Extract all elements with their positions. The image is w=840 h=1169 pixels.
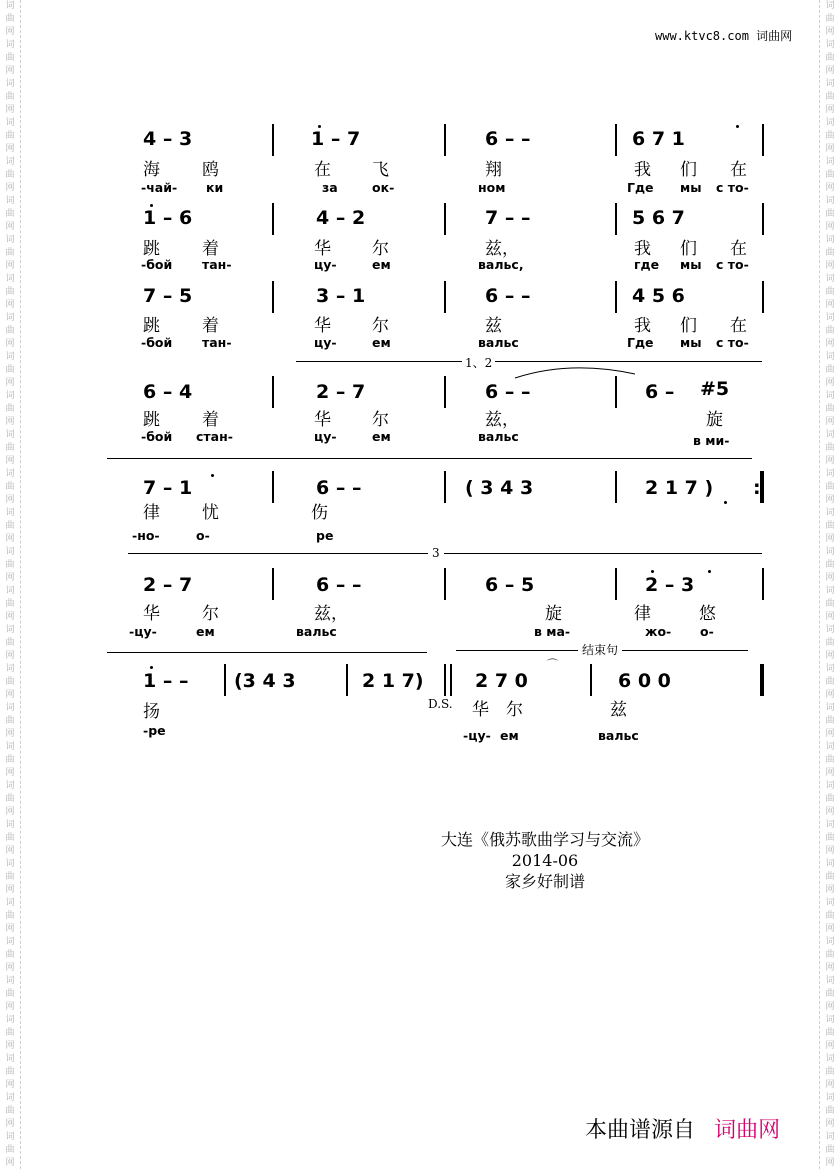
lyric-ru: вальс xyxy=(478,429,519,444)
measure: 2 1 7) xyxy=(362,670,424,692)
barline xyxy=(272,471,274,503)
barline xyxy=(762,124,764,156)
octave-dot xyxy=(318,125,321,128)
lyric-cn: 兹 xyxy=(610,700,627,720)
lyric-cn: 律 xyxy=(634,604,651,624)
site-label: 词曲网 xyxy=(756,29,793,43)
measure: 7 – 5 xyxy=(143,285,193,307)
lyric-cn: 兹， xyxy=(314,604,348,624)
lyric-ru: цу- xyxy=(314,429,337,444)
footer xyxy=(585,1113,780,1144)
site-url[interactable]: www.ktvc8.com xyxy=(655,29,749,43)
measure: 6 – – xyxy=(316,477,362,499)
measure: 6 – 4 xyxy=(143,381,193,403)
lyric-ru: мы xyxy=(680,180,702,195)
lyric-ru: ем xyxy=(372,257,391,272)
measure: 6 – – xyxy=(485,381,531,403)
barline xyxy=(444,664,446,696)
final-barline xyxy=(760,664,764,696)
lyric-ru: в ма- xyxy=(534,624,571,639)
staff-line xyxy=(107,652,427,653)
credit-date: 2014-06 xyxy=(511,851,579,870)
barline xyxy=(272,568,274,600)
watermark-left: 词曲网词曲网词曲网词曲网词曲网词曲网词曲网词曲网词曲网词曲网词曲网词曲网词曲网词曲网词曲网词曲网词曲网词曲网词曲网词曲网词曲网词曲网词曲网词曲网词曲网词曲网词曲网词曲网词曲网词曲网 xyxy=(5,1,15,1168)
barline xyxy=(444,281,446,313)
barline xyxy=(590,664,592,696)
barline xyxy=(444,376,446,408)
lyric-ru: Где xyxy=(627,180,654,195)
lyric-cn: 在 xyxy=(730,316,747,336)
barline xyxy=(444,471,446,503)
left-border xyxy=(20,0,21,1169)
volta-label: 3 xyxy=(428,546,444,560)
lyric-cn: 华 xyxy=(314,316,331,336)
barline xyxy=(272,376,274,408)
header-site[interactable] xyxy=(655,27,792,44)
octave-dot-low xyxy=(724,501,727,504)
barline xyxy=(346,664,348,696)
lyric-cn: 兹， xyxy=(485,410,519,430)
measure: 4 – 2 xyxy=(316,207,366,229)
measure: 6 – 5 xyxy=(485,574,535,596)
fermata-icon: ⌒ xyxy=(547,658,558,671)
barline xyxy=(615,281,617,313)
measure: 6 – – xyxy=(485,285,531,307)
barline xyxy=(615,203,617,235)
lyric-cn: 尔 xyxy=(372,316,389,336)
lyric-ru: -но- xyxy=(132,528,160,543)
lyric-ru: с то- xyxy=(716,180,749,195)
watermark-right: 词曲网词曲网词曲网词曲网词曲网词曲网词曲网词曲网词曲网词曲网词曲网词曲网词曲网词曲网词曲网词曲网词曲网词曲网词曲网词曲网词曲网词曲网词曲网词曲网词曲网词曲网词曲网词曲网词曲网词曲网 xyxy=(825,1,835,1168)
lyric-cn: 在 xyxy=(730,160,747,180)
lyric-ru: ем xyxy=(372,429,391,444)
footer-brand[interactable]: 词曲网 xyxy=(714,1118,781,1143)
barline xyxy=(615,376,617,408)
lyric-ru: мы xyxy=(680,257,702,272)
measure: (3 4 3 xyxy=(234,670,296,692)
lyric-ru: ре xyxy=(316,528,334,543)
lyric-ru: цу- xyxy=(314,257,337,272)
lyric-cn: 华 xyxy=(143,604,160,624)
lyric-cn: 伤 xyxy=(311,503,328,523)
credit-source: 大连《俄苏歌曲学习与交流》 xyxy=(440,830,649,849)
ds-marking: D.S. xyxy=(428,697,453,711)
lyric-cn: 忧 xyxy=(202,503,219,523)
measure: 1 – – xyxy=(143,670,189,692)
barline xyxy=(444,203,446,235)
lyric-cn: 海 xyxy=(143,160,160,180)
lyric-cn: 旋 xyxy=(545,604,562,624)
lyric-ru: о- xyxy=(196,528,210,543)
measure: 2 1 7 ) xyxy=(645,477,714,499)
lyric-cn: 我 xyxy=(634,239,651,259)
lyric-cn: 尔 xyxy=(372,410,389,430)
measure: 3 – 1 xyxy=(316,285,366,307)
lyric-ru: стан- xyxy=(196,429,233,444)
octave-dot xyxy=(736,125,739,128)
measure: 2 – 7 xyxy=(316,381,366,403)
lyric-ru: ем xyxy=(196,624,215,639)
measure: 2 – 7 xyxy=(143,574,193,596)
measure: 6 7 1 xyxy=(632,128,685,150)
lyric-ru: Где xyxy=(627,335,654,350)
measure: 6 – xyxy=(645,381,675,403)
lyric-cn: 跳 xyxy=(143,410,160,430)
measure: #5 xyxy=(700,378,730,400)
measure: 7 – – xyxy=(485,207,531,229)
right-border xyxy=(819,0,820,1169)
measure: 6 0 0 xyxy=(618,670,671,692)
lyric-ru: -бой xyxy=(141,429,173,444)
lyric-ru: жо- xyxy=(645,624,672,639)
lyric-ru: ном xyxy=(478,180,506,195)
lyric-cn: 跳 xyxy=(143,316,160,336)
octave-dot xyxy=(150,666,153,669)
tie-arc xyxy=(470,362,670,382)
measure: 1 – 6 xyxy=(143,207,193,229)
lyric-ru: -цу- xyxy=(463,728,491,743)
barline xyxy=(272,203,274,235)
lyric-cn: 兹 xyxy=(485,316,502,336)
coda-label: 结束句 xyxy=(578,641,622,658)
lyric-ru: с то- xyxy=(716,335,749,350)
lyric-cn: 跳 xyxy=(143,239,160,259)
measure: 6 – – xyxy=(485,128,531,150)
lyric-cn: 尔 xyxy=(202,604,219,624)
footer-source: 本曲谱源自 xyxy=(585,1118,696,1143)
lyric-ru: тан- xyxy=(202,257,232,272)
lyric-cn: 翔 xyxy=(485,160,502,180)
lyric-cn: 扬 xyxy=(143,702,160,722)
measure: 7 – 1 xyxy=(143,477,193,499)
lyric-cn: 鸥 xyxy=(202,160,219,180)
barline xyxy=(615,124,617,156)
lyric-cn: 华 xyxy=(314,239,331,259)
lyric-ru: -чай- xyxy=(141,180,178,195)
barline xyxy=(762,281,764,313)
lyric-cn: 尔 xyxy=(372,239,389,259)
lyric-cn: 旋 xyxy=(706,410,723,430)
lyric-cn: 们 xyxy=(680,160,697,180)
lyric-ru: ем xyxy=(372,335,391,350)
lyric-cn: 兹， xyxy=(485,239,519,259)
lyric-cn: 飞 xyxy=(372,160,389,180)
measure: 6 – – xyxy=(316,574,362,596)
lyric-ru: -ре xyxy=(143,723,166,738)
measure: 4 – 3 xyxy=(143,128,193,150)
lyric-ru: в ми- xyxy=(693,433,730,448)
measure: 1 – 7 xyxy=(311,128,361,150)
volta-bracket xyxy=(128,553,762,554)
lyric-ru: вальс, xyxy=(478,257,524,272)
octave-dot xyxy=(651,570,654,573)
lyric-cn: 在 xyxy=(730,239,747,259)
lyric-ru: мы xyxy=(680,335,702,350)
barline xyxy=(272,124,274,156)
lyric-cn: 在 xyxy=(314,160,331,180)
barline xyxy=(450,664,452,696)
lyric-cn: 悠 xyxy=(699,604,716,624)
lyric-ru: за xyxy=(322,180,338,195)
octave-dot xyxy=(211,474,214,477)
lyric-cn: 尔 xyxy=(506,700,523,720)
lyric-ru: -бой xyxy=(141,335,173,350)
octave-dot xyxy=(708,570,711,573)
barline xyxy=(762,568,764,600)
repeat-dots: : xyxy=(753,477,761,499)
credit-author: 家乡好制谱 xyxy=(504,872,585,891)
barline xyxy=(615,568,617,600)
credits xyxy=(395,829,695,892)
lyric-ru: ки xyxy=(206,180,224,195)
lyric-ru: вальс xyxy=(478,335,519,350)
lyric-ru: с то- xyxy=(716,257,749,272)
lyric-ru: ем xyxy=(500,728,519,743)
barline xyxy=(444,124,446,156)
lyric-ru: цу- xyxy=(314,335,337,350)
barline xyxy=(224,664,226,696)
lyric-cn: 们 xyxy=(680,239,697,259)
lyric-cn: 着 xyxy=(202,316,219,336)
lyric-ru: -цу- xyxy=(129,624,157,639)
octave-dot xyxy=(150,204,153,207)
lyric-cn: 华 xyxy=(314,410,331,430)
measure: 4 5 6 xyxy=(632,285,685,307)
lyric-cn: 律 xyxy=(143,503,160,523)
staff-line xyxy=(107,458,752,459)
barline xyxy=(762,203,764,235)
lyric-ru: тан- xyxy=(202,335,232,350)
lyric-cn: 们 xyxy=(680,316,697,336)
barline xyxy=(444,568,446,600)
lyric-cn: 我 xyxy=(634,316,651,336)
measure: 2 7 0 xyxy=(475,670,528,692)
lyric-ru: вальс xyxy=(296,624,337,639)
lyric-cn: 着 xyxy=(202,239,219,259)
lyric-ru: вальс xyxy=(598,728,639,743)
lyric-ru: -бой xyxy=(141,257,173,272)
lyric-cn: 着 xyxy=(202,410,219,430)
barline xyxy=(615,471,617,503)
measure: 2 – 3 xyxy=(645,574,695,596)
lyric-cn: 我 xyxy=(634,160,651,180)
lyric-ru: ок- xyxy=(372,180,395,195)
lyric-cn: 华 xyxy=(472,700,489,720)
measure: ( 3 4 3 xyxy=(465,477,534,499)
lyric-ru: где xyxy=(634,257,660,272)
barline xyxy=(272,281,274,313)
measure: 5 6 7 xyxy=(632,207,685,229)
lyric-ru: о- xyxy=(700,624,714,639)
volta-label: 1、2 xyxy=(462,354,495,371)
